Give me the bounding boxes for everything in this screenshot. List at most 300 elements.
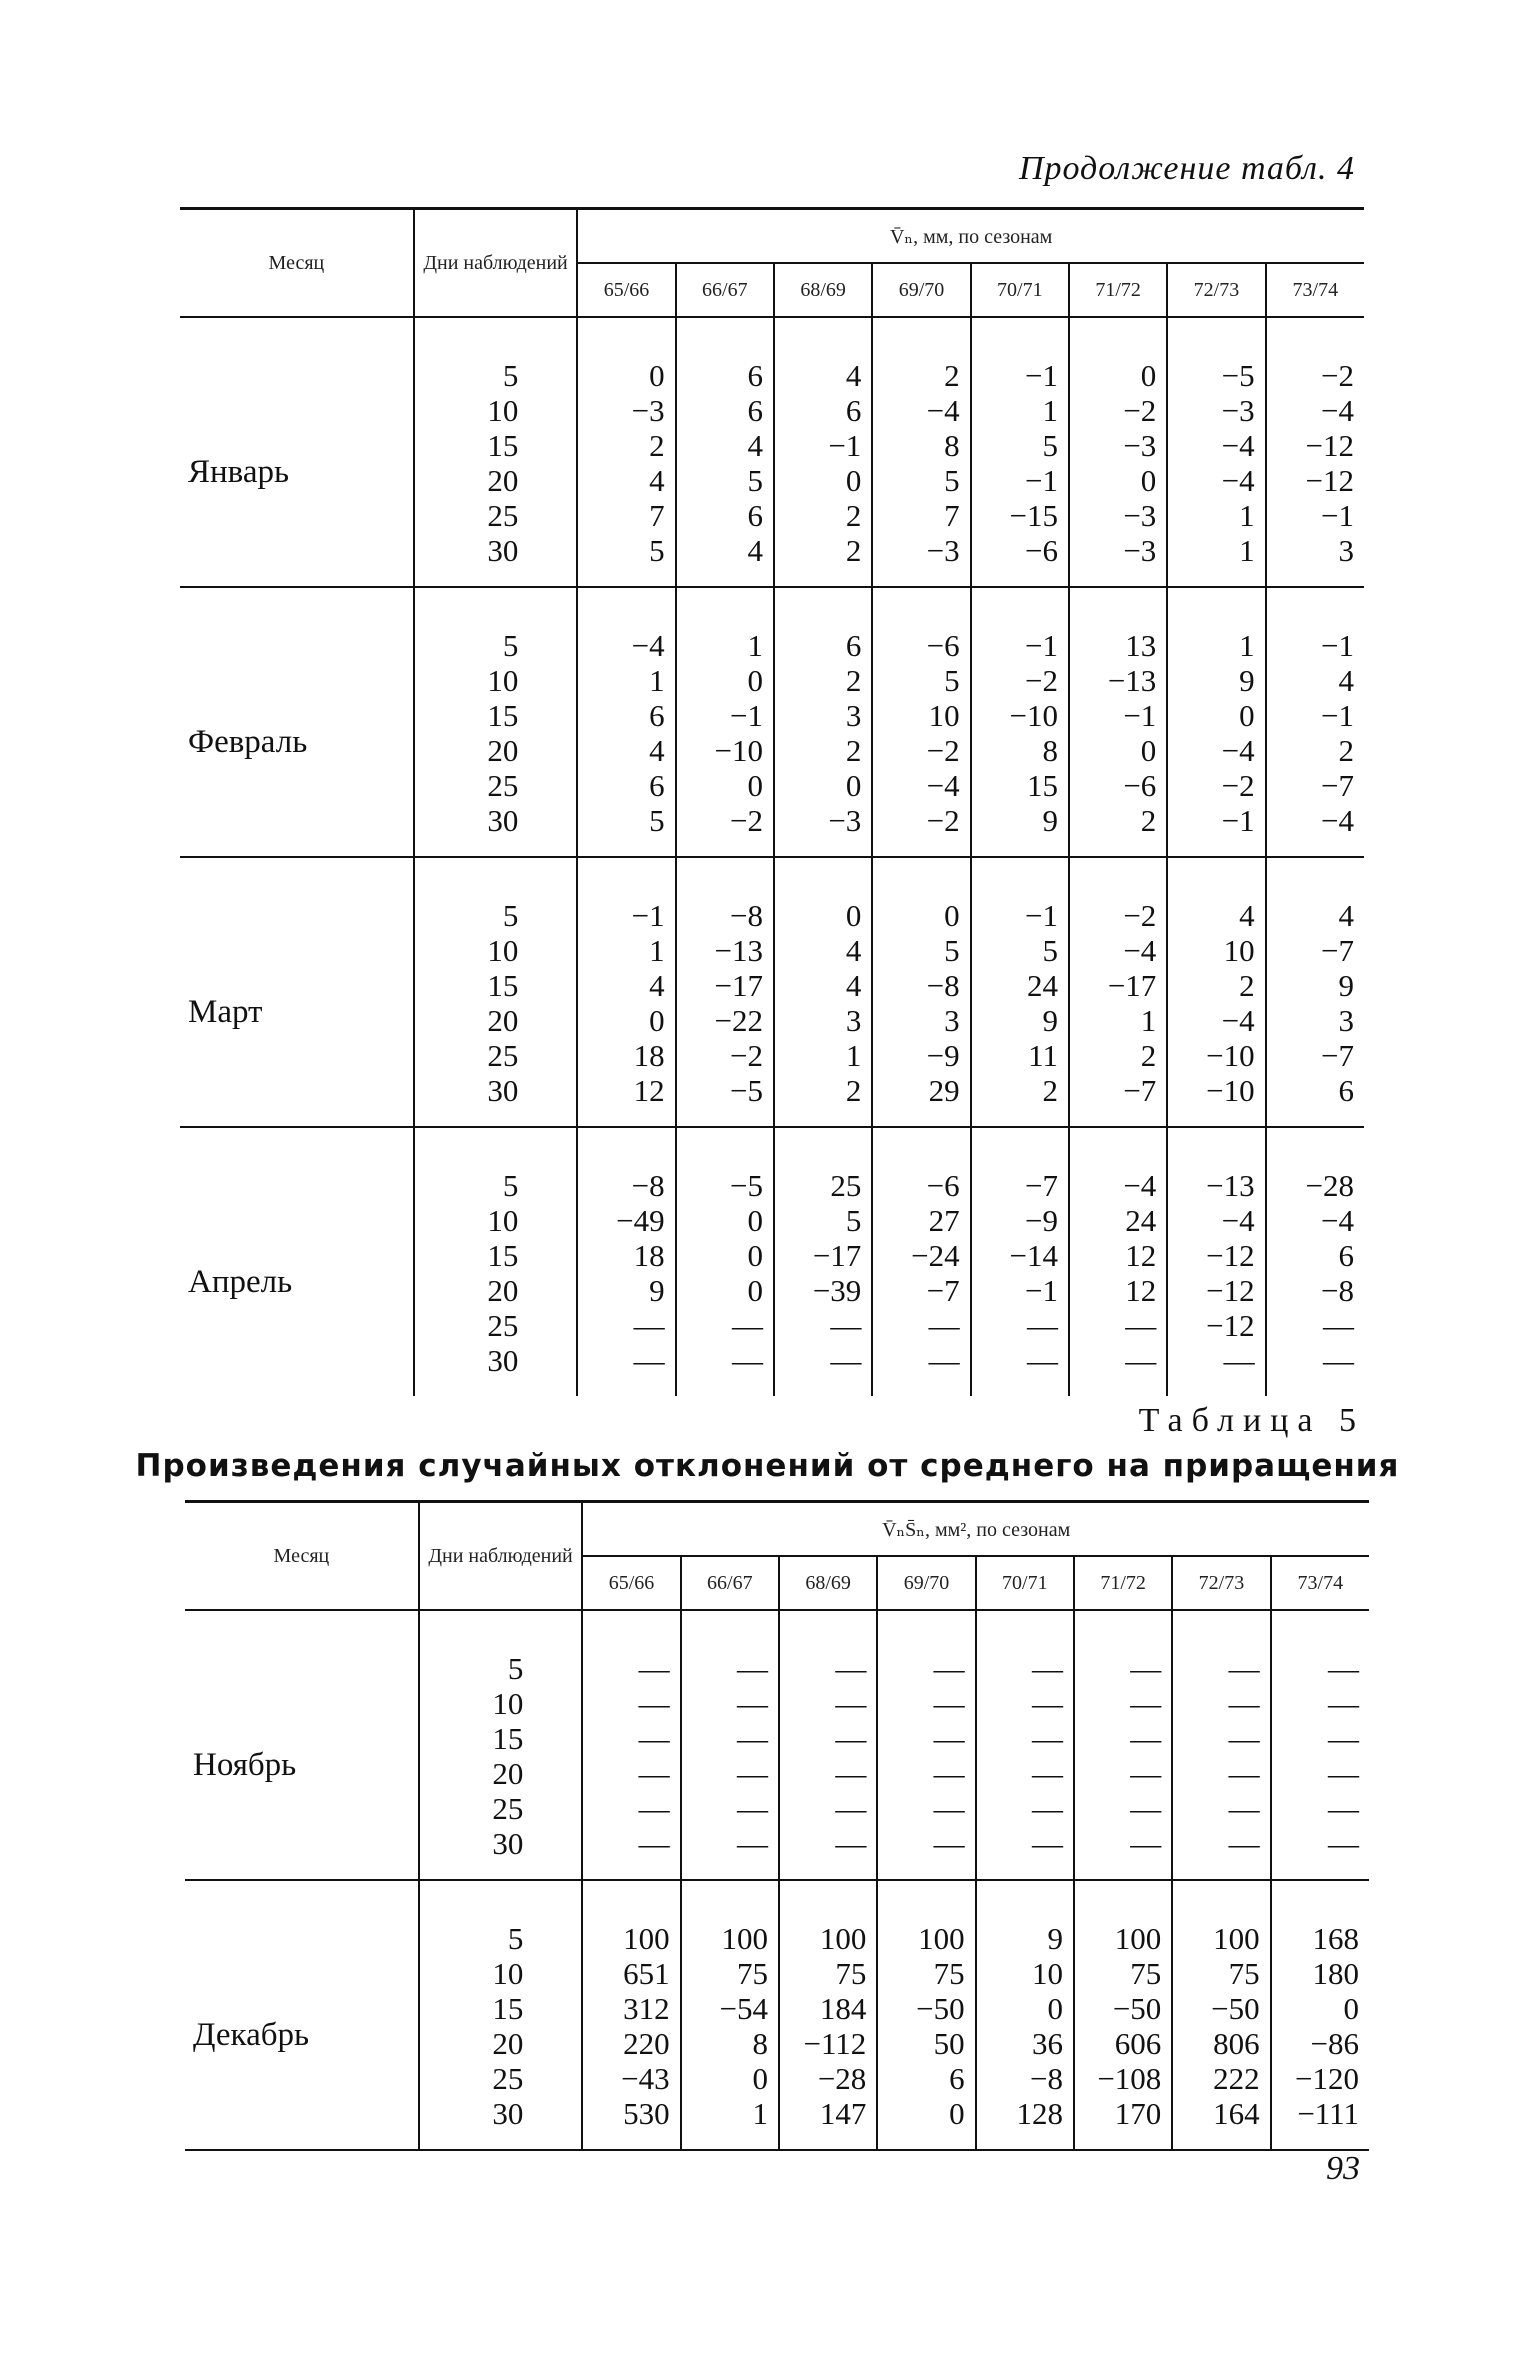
- value-cell: −4: [1266, 803, 1364, 857]
- column-header-month: Месяц: [273, 1544, 330, 1567]
- value-cell: 12: [1069, 1238, 1167, 1273]
- day-cell: 10: [419, 1956, 583, 1991]
- value-cell: —: [1074, 1791, 1172, 1826]
- value-cell: 806: [1172, 2026, 1270, 2061]
- value-cell: —: [582, 1721, 680, 1756]
- value-cell: 4: [1266, 857, 1364, 933]
- value-cell: 5: [872, 463, 970, 498]
- value-cell: 222: [1172, 2061, 1270, 2096]
- table-row: [180, 857, 1364, 933]
- value-cell: —: [877, 1686, 975, 1721]
- value-cell: 651: [582, 1956, 680, 1991]
- value-cell: 4: [774, 968, 872, 1003]
- day-cell: 20: [419, 1756, 583, 1791]
- value-cell: −5: [676, 1073, 774, 1127]
- table-5-title: Произведения случайных отклонений от среднего на приращения: [135, 1448, 1400, 1484]
- value-cell: 3: [1266, 1003, 1364, 1038]
- value-cell: 1: [1167, 533, 1265, 587]
- day-cell: 25: [414, 1308, 578, 1343]
- value-cell: −14: [971, 1238, 1069, 1273]
- value-cell: −13: [1069, 663, 1167, 698]
- value-cell: 25: [774, 1127, 872, 1203]
- value-cell: 50: [877, 2026, 975, 2061]
- value-cell: —: [779, 1686, 877, 1721]
- value-cell: 2: [1266, 733, 1364, 768]
- value-cell: 9: [971, 803, 1069, 857]
- value-cell: −3: [1167, 393, 1265, 428]
- day-cell: 20: [419, 2026, 583, 2061]
- value-cell: −1: [971, 1273, 1069, 1308]
- value-cell: −17: [774, 1238, 872, 1273]
- value-cell: —: [1271, 1756, 1369, 1791]
- value-cell: −1: [577, 857, 675, 933]
- value-cell: —: [877, 1756, 975, 1791]
- day-cell: 10: [419, 1686, 583, 1721]
- value-cell: −4: [577, 587, 675, 663]
- value-cell: −8: [676, 857, 774, 933]
- value-cell: —: [1167, 1343, 1265, 1396]
- value-cell: —: [976, 1610, 1074, 1686]
- value-cell: 0: [681, 2061, 779, 2096]
- value-cell: 1: [1167, 587, 1265, 663]
- value-cell: —: [582, 1791, 680, 1826]
- table-row: [185, 1880, 1369, 1956]
- value-cell: 128: [976, 2096, 1074, 2150]
- value-cell: −8: [1266, 1273, 1364, 1308]
- day-cell: 20: [414, 1003, 578, 1038]
- value-cell: —: [1271, 1791, 1369, 1826]
- value-cell: −12: [1266, 463, 1364, 498]
- value-cell: 5: [971, 428, 1069, 463]
- season-header: 66/67: [681, 1556, 779, 1610]
- value-cell: −9: [971, 1203, 1069, 1238]
- page-number: 93: [1326, 2150, 1360, 2187]
- day-cell: 25: [419, 1791, 583, 1826]
- value-cell: 75: [877, 1956, 975, 1991]
- value-cell: −7: [1266, 768, 1364, 803]
- value-cell: 0: [774, 857, 872, 933]
- value-cell: −2: [872, 803, 970, 857]
- value-cell: 9: [1167, 663, 1265, 698]
- value-cell: 0: [676, 1203, 774, 1238]
- value-cell: 10: [872, 698, 970, 733]
- value-cell: −12: [1167, 1308, 1265, 1343]
- value-cell: 6: [676, 498, 774, 533]
- value-cell: −54: [681, 1991, 779, 2026]
- value-cell: −7: [1069, 1073, 1167, 1127]
- value-cell: 312: [582, 1991, 680, 2026]
- value-cell: 2: [1069, 803, 1167, 857]
- day-cell: 15: [414, 1238, 578, 1273]
- value-cell: —: [774, 1343, 872, 1396]
- season-header: 73/74: [1271, 1556, 1369, 1610]
- day-cell: 15: [419, 1991, 583, 2026]
- value-cell: —: [971, 1343, 1069, 1396]
- day-cell: 15: [414, 428, 578, 463]
- value-cell: −6: [872, 1127, 970, 1203]
- month-label: Январь: [188, 453, 290, 490]
- month-label: Декабрь: [193, 2016, 310, 2053]
- season-header: 70/71: [976, 1556, 1074, 1610]
- value-cell: 4: [577, 968, 675, 1003]
- month-label: Ноябрь: [193, 1746, 297, 1783]
- value-cell: 0: [1167, 698, 1265, 733]
- value-cell: 0: [1069, 317, 1167, 393]
- day-cell: 25: [414, 1038, 578, 1073]
- value-cell: −1: [971, 587, 1069, 663]
- value-cell: −10: [1167, 1038, 1265, 1073]
- value-cell: 9: [971, 1003, 1069, 1038]
- value-cell: −4: [1167, 463, 1265, 498]
- value-cell: −112: [779, 2026, 877, 2061]
- value-cell: −15: [971, 498, 1069, 533]
- value-cell: −1: [971, 317, 1069, 393]
- column-group-header: V̄ₙ, мм, по сезонам: [577, 209, 1364, 264]
- value-cell: 27: [872, 1203, 970, 1238]
- value-cell: 36: [976, 2026, 1074, 2061]
- value-cell: −17: [1069, 968, 1167, 1003]
- value-cell: 5: [872, 933, 970, 968]
- day-cell: 20: [414, 463, 578, 498]
- value-cell: 0: [1069, 463, 1167, 498]
- value-cell: 6: [877, 2061, 975, 2096]
- column-header-days: Дни наблюдений: [419, 1502, 583, 1611]
- value-cell: 75: [1172, 1956, 1270, 1991]
- value-cell: 0: [976, 1991, 1074, 2026]
- day-cell: 10: [414, 933, 578, 968]
- day-cell: 5: [414, 587, 578, 663]
- value-cell: 3: [774, 698, 872, 733]
- value-cell: 4: [577, 733, 675, 768]
- value-cell: —: [577, 1308, 675, 1343]
- value-cell: —: [1074, 1721, 1172, 1756]
- value-cell: 13: [1069, 587, 1167, 663]
- value-cell: −8: [872, 968, 970, 1003]
- value-cell: −120: [1271, 2061, 1369, 2096]
- value-cell: —: [1172, 1791, 1270, 1826]
- value-cell: 29: [872, 1073, 970, 1127]
- value-cell: —: [1172, 1610, 1270, 1686]
- season-header: 69/70: [872, 263, 970, 317]
- value-cell: —: [976, 1756, 1074, 1791]
- value-cell: 7: [577, 498, 675, 533]
- day-cell: 20: [414, 1273, 578, 1308]
- value-cell: −2: [1069, 393, 1167, 428]
- table-5: [185, 1500, 1369, 2151]
- value-cell: —: [1074, 1826, 1172, 1880]
- day-cell: 30: [414, 803, 578, 857]
- value-cell: 100: [779, 1880, 877, 1956]
- month-label: Март: [188, 993, 263, 1030]
- value-cell: 12: [577, 1073, 675, 1127]
- value-cell: 0: [577, 317, 675, 393]
- value-cell: —: [971, 1308, 1069, 1343]
- value-cell: 12: [1069, 1273, 1167, 1308]
- value-cell: 1: [681, 2096, 779, 2150]
- value-cell: −1: [1266, 587, 1364, 663]
- value-cell: 0: [877, 2096, 975, 2150]
- value-cell: −8: [577, 1127, 675, 1203]
- value-cell: —: [582, 1686, 680, 1721]
- value-cell: −6: [872, 587, 970, 663]
- value-cell: 220: [582, 2026, 680, 2061]
- value-cell: 8: [971, 733, 1069, 768]
- value-cell: —: [681, 1721, 779, 1756]
- value-cell: 530: [582, 2096, 680, 2150]
- value-cell: —: [1172, 1721, 1270, 1756]
- value-cell: −28: [1266, 1127, 1364, 1203]
- value-cell: 2: [774, 733, 872, 768]
- value-cell: 168: [1271, 1880, 1369, 1956]
- value-cell: 5: [774, 1203, 872, 1238]
- value-cell: −22: [676, 1003, 774, 1038]
- value-cell: −4: [872, 393, 970, 428]
- value-cell: —: [1074, 1686, 1172, 1721]
- day-cell: 30: [414, 1073, 578, 1127]
- value-cell: —: [877, 1610, 975, 1686]
- value-cell: −6: [1069, 768, 1167, 803]
- value-cell: −28: [779, 2061, 877, 2096]
- value-cell: −111: [1271, 2096, 1369, 2150]
- table-row: [180, 317, 1364, 393]
- value-cell: —: [779, 1791, 877, 1826]
- value-cell: 4: [774, 933, 872, 968]
- value-cell: 1: [1167, 498, 1265, 533]
- value-cell: −3: [1069, 428, 1167, 463]
- value-cell: —: [779, 1826, 877, 1880]
- season-header: 65/66: [582, 1556, 680, 1610]
- table-5-label: Таблица 5: [1138, 1402, 1365, 1439]
- value-cell: −4: [1069, 1127, 1167, 1203]
- value-cell: 24: [971, 968, 1069, 1003]
- value-cell: —: [681, 1756, 779, 1791]
- value-cell: −1: [971, 857, 1069, 933]
- value-cell: —: [676, 1343, 774, 1396]
- day-cell: 5: [414, 1127, 578, 1203]
- value-cell: −1: [1069, 698, 1167, 733]
- table-row: [180, 587, 1364, 663]
- value-cell: —: [1271, 1826, 1369, 1880]
- value-cell: −2: [676, 1038, 774, 1073]
- value-cell: −24: [872, 1238, 970, 1273]
- month-group: [180, 857, 1364, 1127]
- value-cell: 8: [681, 2026, 779, 2061]
- value-cell: 2: [774, 533, 872, 587]
- value-cell: −4: [1167, 733, 1265, 768]
- month-group: [185, 1880, 1369, 2150]
- value-cell: 0: [1069, 733, 1167, 768]
- value-cell: −1: [774, 428, 872, 463]
- value-cell: —: [1266, 1308, 1364, 1343]
- value-cell: −4: [872, 768, 970, 803]
- value-cell: −8: [976, 2061, 1074, 2096]
- value-cell: —: [872, 1308, 970, 1343]
- value-cell: 170: [1074, 2096, 1172, 2150]
- value-cell: 10: [1167, 933, 1265, 968]
- column-header-days: Дни наблюдений: [414, 209, 578, 318]
- value-cell: −7: [872, 1273, 970, 1308]
- value-cell: −5: [1167, 317, 1265, 393]
- value-cell: 3: [872, 1003, 970, 1038]
- value-cell: —: [681, 1791, 779, 1826]
- value-cell: 2: [774, 663, 872, 698]
- value-cell: 606: [1074, 2026, 1172, 2061]
- value-cell: 100: [1074, 1880, 1172, 1956]
- month-label: Февраль: [188, 723, 308, 760]
- value-cell: 5: [577, 533, 675, 587]
- value-cell: —: [1271, 1686, 1369, 1721]
- value-cell: 2: [1167, 968, 1265, 1003]
- value-cell: 100: [681, 1880, 779, 1956]
- value-cell: −50: [1074, 1991, 1172, 2026]
- value-cell: 10: [976, 1956, 1074, 1991]
- month-label: Апрель: [188, 1263, 293, 1300]
- day-cell: 25: [414, 498, 578, 533]
- month-group: [180, 1127, 1364, 1396]
- value-cell: 0: [1271, 1991, 1369, 2026]
- value-cell: 6: [1266, 1073, 1364, 1127]
- value-cell: −12: [1266, 428, 1364, 463]
- day-cell: 20: [414, 733, 578, 768]
- table-continuation-caption: Продолжение табл. 4: [1018, 150, 1355, 187]
- value-cell: −4: [1266, 1203, 1364, 1238]
- value-cell: —: [681, 1686, 779, 1721]
- value-cell: −7: [1266, 1038, 1364, 1073]
- value-cell: 15: [971, 768, 1069, 803]
- value-cell: −4: [1266, 393, 1364, 428]
- value-cell: 2: [774, 1073, 872, 1127]
- value-cell: 1: [577, 663, 675, 698]
- season-header: 71/72: [1074, 1556, 1172, 1610]
- value-cell: −4: [1167, 1003, 1265, 1038]
- value-cell: 3: [774, 1003, 872, 1038]
- value-cell: 180: [1271, 1956, 1369, 1991]
- season-header: 69/70: [877, 1556, 975, 1610]
- value-cell: —: [1271, 1610, 1369, 1686]
- value-cell: 4: [1266, 663, 1364, 698]
- value-cell: 6: [774, 587, 872, 663]
- value-cell: 1: [676, 587, 774, 663]
- table-row: [180, 1127, 1364, 1203]
- value-cell: 0: [872, 857, 970, 933]
- value-cell: −10: [676, 733, 774, 768]
- value-cell: 3: [1266, 533, 1364, 587]
- value-cell: 1: [577, 933, 675, 968]
- value-cell: 4: [676, 428, 774, 463]
- value-cell: 164: [1172, 2096, 1270, 2150]
- value-cell: —: [676, 1308, 774, 1343]
- value-cell: −2: [1266, 317, 1364, 393]
- value-cell: —: [1271, 1721, 1369, 1756]
- value-cell: —: [582, 1610, 680, 1686]
- value-cell: —: [976, 1686, 1074, 1721]
- month-group: [185, 1610, 1369, 1880]
- value-cell: 0: [676, 663, 774, 698]
- value-cell: —: [1074, 1756, 1172, 1791]
- value-cell: −3: [1069, 498, 1167, 533]
- value-cell: 9: [976, 1880, 1074, 1956]
- value-cell: −49: [577, 1203, 675, 1238]
- value-cell: 6: [577, 768, 675, 803]
- day-cell: 30: [414, 533, 578, 587]
- value-cell: 6: [774, 393, 872, 428]
- value-cell: −12: [1167, 1273, 1265, 1308]
- value-cell: −2: [872, 733, 970, 768]
- season-header: 73/74: [1266, 263, 1364, 317]
- value-cell: 9: [1266, 968, 1364, 1003]
- value-cell: 147: [779, 2096, 877, 2150]
- season-header: 68/69: [779, 1556, 877, 1610]
- value-cell: 5: [872, 663, 970, 698]
- value-cell: —: [1069, 1308, 1167, 1343]
- value-cell: 18: [577, 1238, 675, 1273]
- value-cell: 184: [779, 1991, 877, 2026]
- value-cell: −7: [1266, 933, 1364, 968]
- day-cell: 10: [414, 663, 578, 698]
- value-cell: —: [1069, 1343, 1167, 1396]
- value-cell: −13: [676, 933, 774, 968]
- value-cell: 0: [676, 768, 774, 803]
- day-cell: 5: [419, 1880, 583, 1956]
- value-cell: −1: [1167, 803, 1265, 857]
- value-cell: 75: [779, 1956, 877, 1991]
- column-group-header: V̄ₙS̄ₙ, мм², по сезонам: [582, 1502, 1369, 1557]
- value-cell: 1: [774, 1038, 872, 1073]
- value-cell: —: [774, 1308, 872, 1343]
- value-cell: —: [779, 1756, 877, 1791]
- day-cell: 5: [414, 857, 578, 933]
- day-cell: 15: [419, 1721, 583, 1756]
- value-cell: −2: [676, 803, 774, 857]
- value-cell: 11: [971, 1038, 1069, 1073]
- value-cell: —: [779, 1610, 877, 1686]
- month-group: [180, 587, 1364, 857]
- day-cell: 30: [414, 1343, 578, 1396]
- value-cell: −4: [1167, 428, 1265, 463]
- season-header: 72/73: [1172, 1556, 1270, 1610]
- season-header: 70/71: [971, 263, 1069, 317]
- value-cell: −4: [1167, 1203, 1265, 1238]
- value-cell: 6: [1266, 1238, 1364, 1273]
- value-cell: —: [976, 1826, 1074, 1880]
- value-cell: —: [681, 1610, 779, 1686]
- value-cell: 9: [577, 1273, 675, 1308]
- value-cell: 5: [971, 933, 1069, 968]
- value-cell: 0: [676, 1273, 774, 1308]
- value-cell: 4: [676, 533, 774, 587]
- day-cell: 10: [414, 393, 578, 428]
- value-cell: −3: [1069, 533, 1167, 587]
- value-cell: —: [877, 1826, 975, 1880]
- value-cell: 24: [1069, 1203, 1167, 1238]
- day-cell: 25: [414, 768, 578, 803]
- value-cell: —: [872, 1343, 970, 1396]
- value-cell: 4: [1167, 857, 1265, 933]
- value-cell: 100: [877, 1880, 975, 1956]
- value-cell: −3: [774, 803, 872, 857]
- value-cell: −3: [872, 533, 970, 587]
- value-cell: −4: [1069, 933, 1167, 968]
- value-cell: —: [1172, 1686, 1270, 1721]
- value-cell: —: [1172, 1756, 1270, 1791]
- value-cell: —: [976, 1791, 1074, 1826]
- value-cell: —: [877, 1721, 975, 1756]
- value-cell: 100: [582, 1880, 680, 1956]
- value-cell: 100: [1172, 1880, 1270, 1956]
- season-header: 72/73: [1167, 263, 1265, 317]
- value-cell: −1: [971, 463, 1069, 498]
- value-cell: 6: [676, 317, 774, 393]
